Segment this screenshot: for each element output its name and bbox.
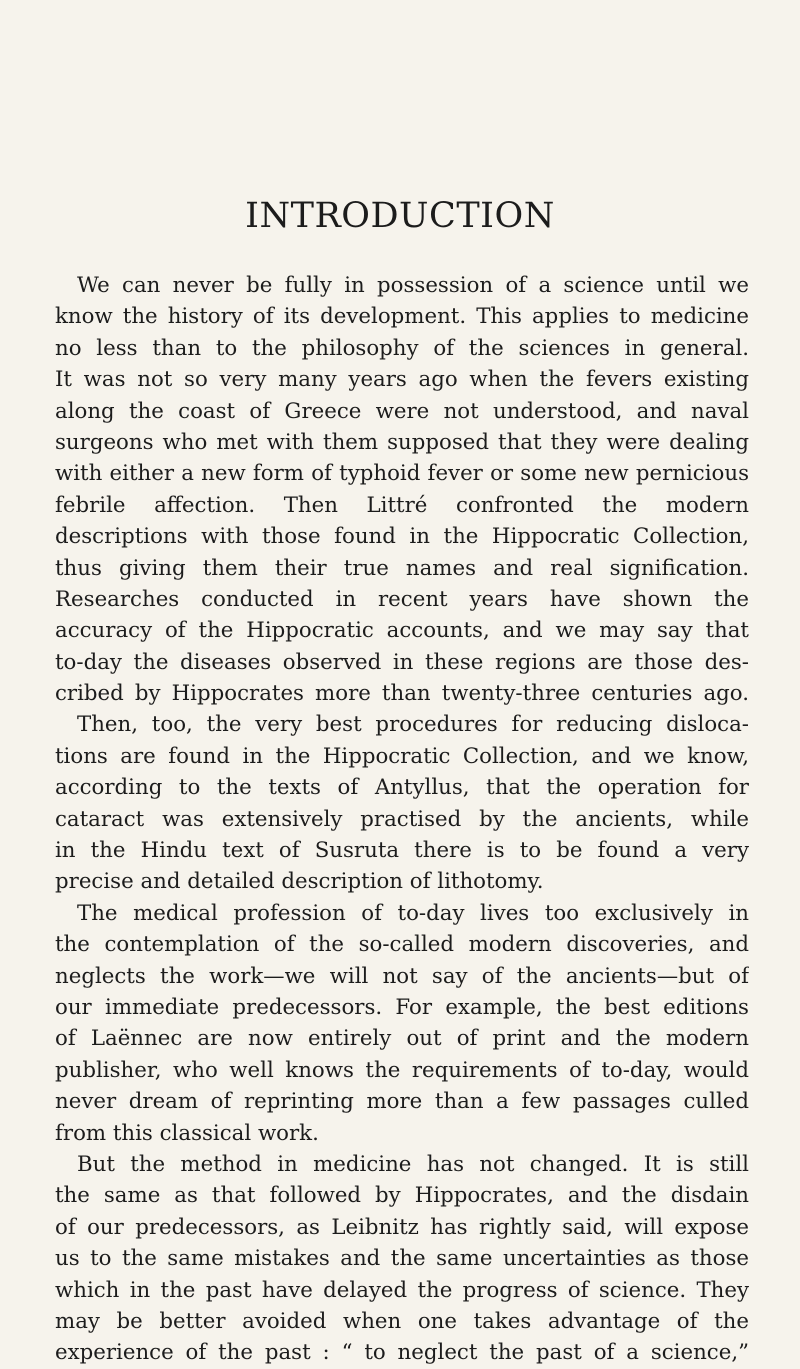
text-line: cribed by Hippocrates more than twenty-three centuries ago. [55,681,749,707]
text-line: It was not so very many years ago when the fevers existing [55,367,749,393]
text-line: to-day the diseases observed in these regions are those des- [55,649,749,675]
text-line: descriptions with those found in the Hippocratic Collection, [55,524,749,550]
text-line: in the Hindu text of Susruta there is to be found a very [55,838,749,864]
text-line: surgeons who met with them supposed that they were dealing [55,429,749,455]
text-line: which in the past have delayed the progress of science. They [55,1277,749,1303]
text-line: our immediate predecessors. For example, the best editions [55,994,749,1020]
text-line: no less than to the philosophy of the sciences in general. [55,335,749,361]
text-line: Researches conducted in recent years have shown the [55,586,749,612]
text-line: may be better avoided when one takes advantage of the [55,1308,749,1334]
text-line: accuracy of the Hippocratic accounts, and we may say that [55,618,749,644]
text-line: The medical profession of to-day lives too exclusively in [77,900,749,926]
text-line: from this classical work. [55,1120,319,1146]
text-line: cataract was extensively practised by the ancients, while [55,806,749,832]
text-line: the contemplation of the so-called modern discoveries, and [55,932,749,958]
text-line: neglects the work—we will not say of the ancients—but of [55,963,749,989]
text-line: febrile affection. Then Littré confronted the modern [55,492,749,518]
text-line: along the coast of Greece were not understood, and naval [55,398,749,424]
text-line: But the method in medicine has not changed. It is still [77,1151,749,1177]
text-line: us to the same mistakes and the same uncertainties as those [55,1246,749,1272]
text-line: with either a new form of typhoid fever or some new pernicious [55,461,749,487]
text-line: of our predecessors, as Leibnitz has rightly said, will expose [55,1214,749,1240]
text-line: never dream of reprinting more than a few passages culled [55,1089,749,1115]
text-line: the same as that followed by Hippocrates, and the disdain [55,1183,749,1209]
text-line: of Laënnec are now entirely out of print and the modern [55,1026,749,1052]
text-line: We can never be fully in possession of a science until we [77,273,749,298]
text-line: know the history of its development. This applies to medicine [55,304,749,330]
text-line: according to the texts of Antyllus, that the operation for [55,775,749,801]
body-text [55,270,749,1369]
chapter-heading: INTRODUCTION [245,196,555,236]
text-line: Then, too, the very best procedures for reducing disloca- [77,712,749,738]
text-line: experience of the past : “ to neglect the past of a science,” [55,1340,749,1366]
text-line: tions are found in the Hippocratic Collection, and we know, [55,743,749,769]
text-line: thus giving them their true names and real signification. [55,555,749,581]
text-line: precise and detailed description of lithotomy. [55,869,544,895]
text-line: publisher, who well knows the requirements of to-day, would [55,1057,749,1083]
